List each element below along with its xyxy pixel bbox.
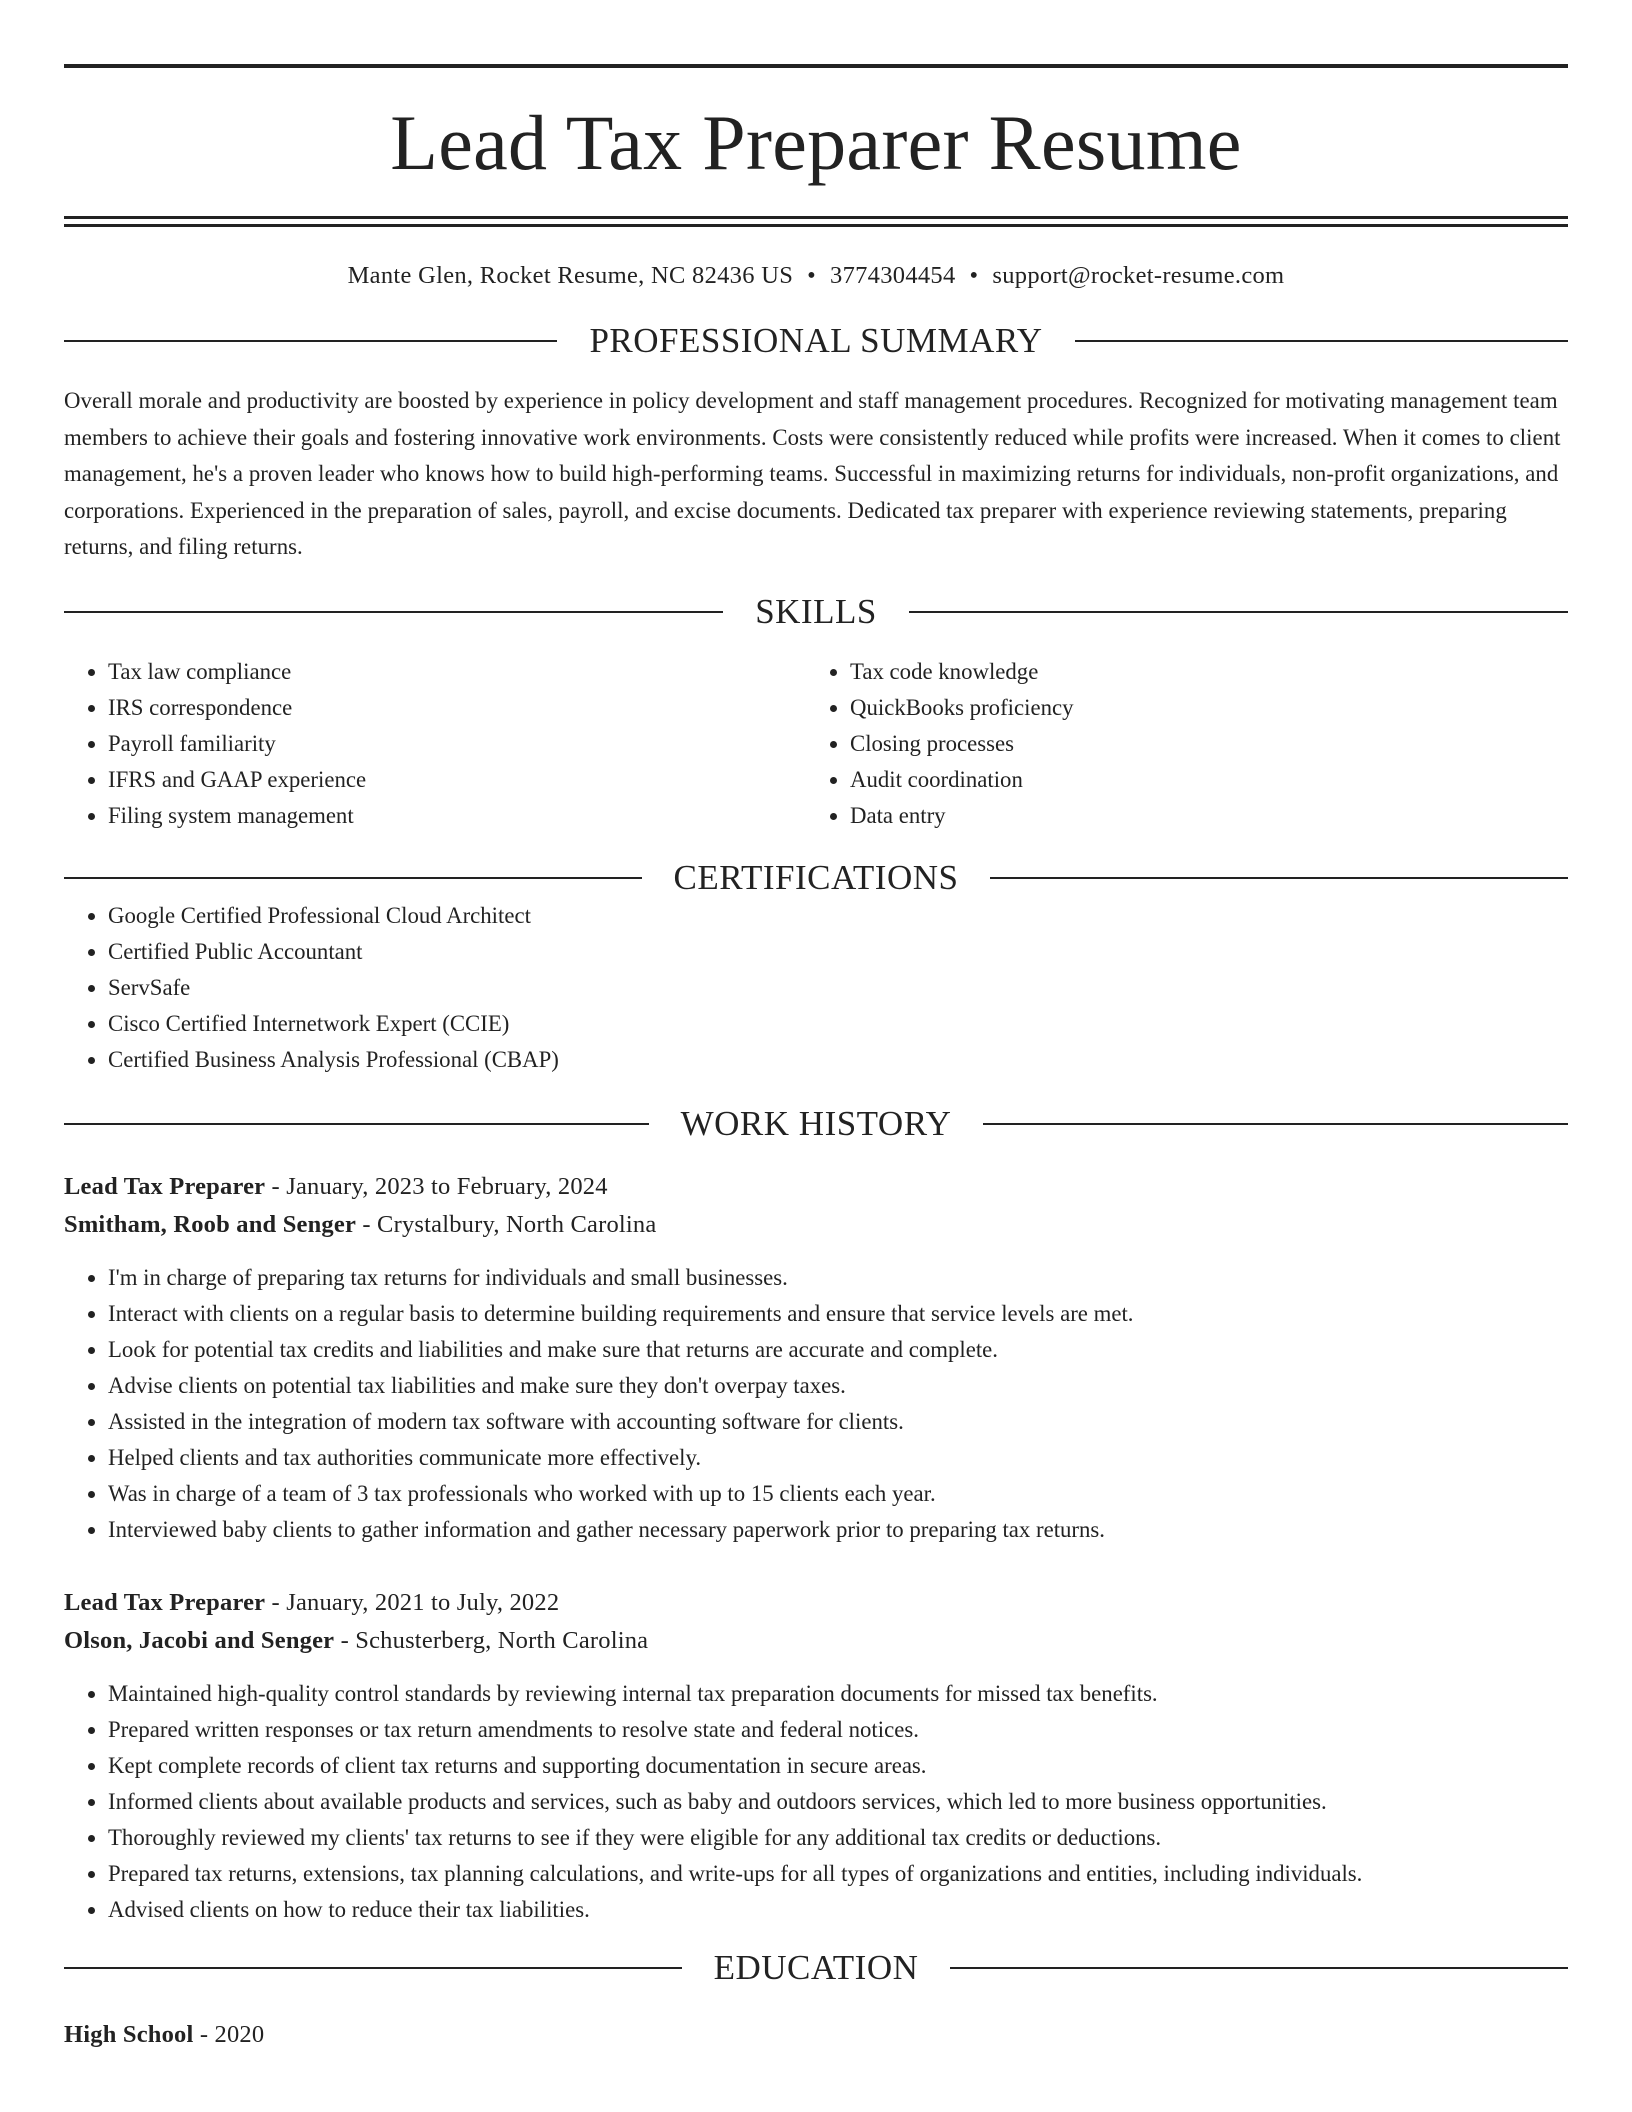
work-history-heading [64,1104,1568,1144]
certification-item: • Cisco Certified Internetwork Expert (CCIE) [108,1006,1568,1042]
heading-rule-left [64,1123,649,1125]
skill-item: • Data entry [850,798,1548,834]
education-heading [64,1948,1568,1988]
job-bullet: • Interact with clients on a regular basis to determine building requirements and ensure that service levels are met. [108,1296,1568,1332]
summary-heading [64,321,1568,361]
heading-rule-left [64,877,642,879]
summary-text: Overall morale and productivity are boosted by experience in policy development and staff management procedures. Recognized for motivating management team members to achieve their goals and fostering innovative work environments. Costs were consistently reduced while profits were increased. When it comes to client management, he's a proven leader who knows how to build high-performing teams. Successful in maximizing returns for individuals, non-profit organizations, and corporations. Experienced in the preparation of sales, payroll, and excise documents. Dedicated tax preparer with experience reviewing statements, preparing returns, and filing returns. [64,388,1561,559]
skill-item: • QuickBooks proficiency [850,690,1548,726]
job-dates: - January, 2021 to July, 2022 [265,1588,560,1616]
job-entry [64,1584,1568,1928]
skill-item: • Tax law compliance [108,654,806,690]
skills-heading [64,592,1568,632]
job-title: Lead Tax Preparer [64,1172,266,1200]
certifications-heading [64,858,1568,898]
job-title: Lead Tax Preparer [64,1588,266,1616]
skill-item: • IFRS and GAAP experience [108,762,806,798]
job-bullet: • Look for potential tax credits and liabilities and make sure that returns are accurate and complete. [108,1332,1568,1368]
job-bullet: • Advise clients on potential tax liabilities and make sure they don't overpay taxes. [108,1368,1568,1404]
contact-line [64,261,1568,291]
skill-item: • IRS correspondence [108,690,806,726]
job-bullet: • Informed clients about available products and services, such as baby and outdoors services, which led to more business opportunities. [108,1784,1568,1820]
heading-rule-left [64,611,723,613]
job-bullet: • I'm in charge of preparing tax returns for individuals and small businesses. [108,1260,1568,1296]
contact-email: support@rocket-resume.com [992,262,1285,289]
skills-list-left [64,654,806,834]
certifications-heading-label: CERTIFICATIONS [673,857,959,897]
heading-rule-right [909,611,1568,613]
job-bullet: • Assisted in the integration of modern tax software with accounting software for clients. [108,1404,1568,1440]
job-bullet: • Kept complete records of client tax returns and supporting documentation in secure areas. [108,1748,1568,1784]
job-bullet: • Prepared tax returns, extensions, tax planning calculations, and write-ups for all types of organizations and entities, including individuals. [108,1856,1568,1892]
job-title-line [64,1168,1568,1206]
job-bullet: • Helped clients and tax authorities communicate more effectively. [108,1440,1568,1476]
education-line [64,2016,1568,2054]
certification-item: • Google Certified Professional Cloud Architect [108,898,1568,934]
job-company-line [64,1206,1568,1244]
title-double-rule [64,216,1568,227]
resume-title: Lead Tax Preparer Resume [390,99,1242,186]
job-bullet: • Interviewed baby clients to gather information and gather necessary paperwork prior to preparing tax returns. [108,1512,1568,1548]
education-heading-label: EDUCATION [713,1947,919,1987]
certifications-list [64,898,1568,1078]
certification-item: • Certified Public Accountant [108,934,1568,970]
heading-rule-right [950,1967,1568,1969]
job-bullet: • Prepared written responses or tax return amendments to resolve state and federal notices. [108,1712,1568,1748]
job-entry [64,1168,1568,1548]
skills-heading-label: SKILLS [755,591,877,631]
skills-column-left [64,654,806,834]
skills-grid [64,654,1568,834]
education-year: - 2020 [193,2020,265,2048]
job-bullet: • Was in charge of a team of 3 tax professionals who worked with up to 15 clients each year. [108,1476,1568,1512]
contact-phone: 3774304454 [830,262,956,289]
skill-item: • Closing processes [850,726,1548,762]
heading-rule-right [1075,340,1568,342]
top-rule [64,64,1568,68]
job-bullets [64,1260,1568,1548]
certification-item: • Certified Business Analysis Professional (CBAP) [108,1042,1568,1078]
job-location: - Schusterberg, North Carolina [334,1626,649,1654]
heading-rule-right [983,1123,1568,1125]
skill-item: • Tax code knowledge [850,654,1548,690]
skill-item: • Filing system management [108,798,806,834]
contact-separator: • [807,262,817,289]
heading-rule-left [64,1967,682,1969]
job-bullet: • Maintained high-quality control standards by reviewing internal tax preparation documents for missed tax benefits. [108,1676,1568,1712]
summary-heading-label: PROFESSIONAL SUMMARY [589,321,1043,360]
job-location: - Crystalbury, North Carolina [356,1210,657,1238]
skills-column-right [806,654,1548,834]
job-bullets [64,1676,1568,1928]
work-history-heading-label: WORK HISTORY [680,1103,952,1143]
job-company: Smitham, Roob and Senger [64,1210,357,1238]
certification-item: • ServSafe [108,970,1568,1006]
education-degree: High School [64,2020,194,2048]
job-dates: - January, 2023 to February, 2024 [265,1172,608,1200]
contact-address: Mante Glen, Rocket Resume, NC 82436 US [347,262,794,289]
contact-separator: • [969,262,979,289]
skills-list-right [806,654,1548,834]
skill-item: • Payroll familiarity [108,726,806,762]
heading-rule-left [64,340,557,342]
job-company: Olson, Jacobi and Senger [64,1626,335,1654]
job-title-line [64,1584,1568,1622]
job-bullet: • Advised clients on how to reduce their tax liabilities. [108,1892,1568,1928]
skill-item: • Audit coordination [850,762,1548,798]
job-company-line [64,1622,1568,1660]
job-bullet: • Thoroughly reviewed my clients' tax returns to see if they were eligible for any additional tax credits or deductions. [108,1820,1568,1856]
heading-rule-right [990,877,1568,879]
